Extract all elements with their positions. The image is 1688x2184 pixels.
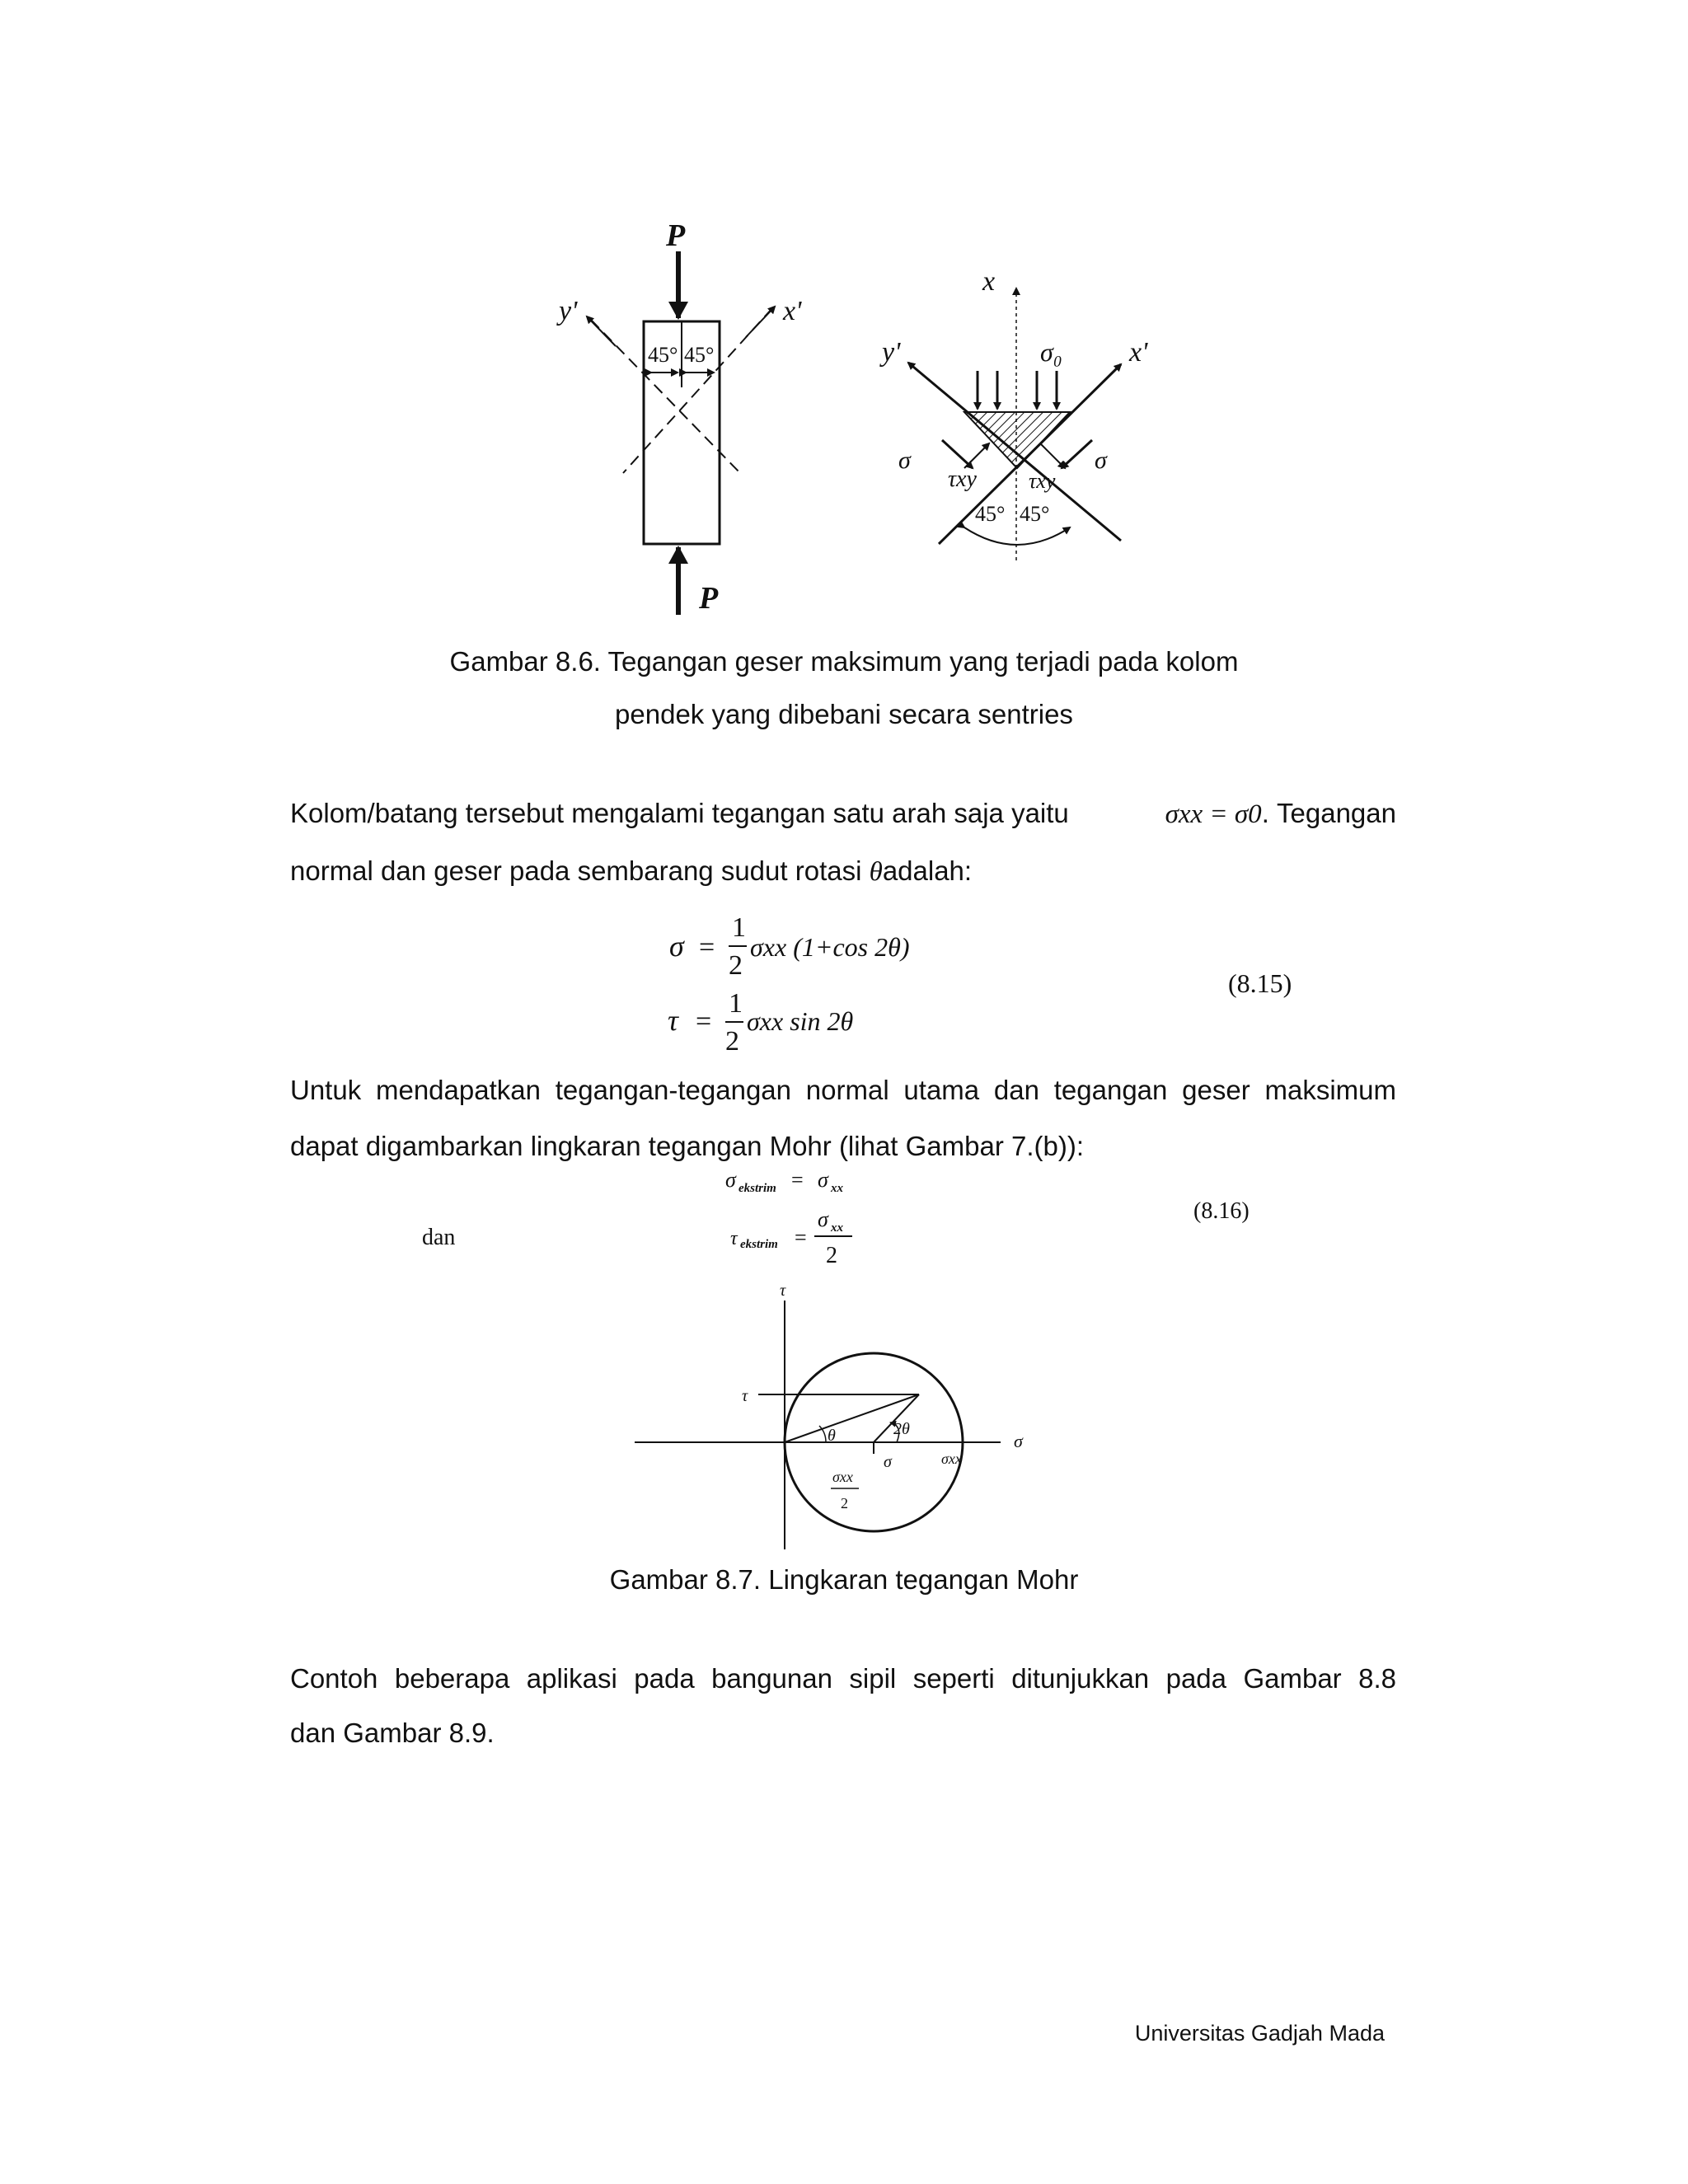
angle-label-2: 45° (684, 343, 715, 367)
two-theta-label: 2θ (893, 1420, 910, 1438)
para1-line1-eq: σxx = σ0 (1165, 799, 1262, 829)
load-bottom-label: P (699, 581, 719, 616)
paragraph-1-line-2 (290, 855, 972, 888)
eq816-l2-lhs: τ (730, 1228, 738, 1249)
theta-label: θ (828, 1427, 836, 1445)
tau-arrow-right (1040, 443, 1065, 468)
paragraph-2-line-1: Untuk mendapatkan tegangan-tegangan normal utama dan tegangan geser maksimum (290, 1075, 1396, 1105)
eq815-l1-rhs: σxx (1+cos 2θ) (750, 932, 910, 962)
tau-right-label: τxy (1029, 469, 1056, 493)
eq815-l1-lhs: σ (669, 930, 684, 963)
eq815-l2-lhs: τ (668, 1004, 678, 1037)
paragraph-3-line-2: dan Gambar 8.9. (290, 1718, 495, 1748)
tau-axis-label: τ (780, 1282, 786, 1300)
eq815-l1-num: 1 (732, 912, 746, 943)
angle-label-right-2: 45° (1020, 502, 1050, 526)
para1-line1-text: Kolom/batang tersebut mengalami tegangan satu arah saja yaitu (290, 798, 1069, 828)
x-prime-axis-arrow (746, 307, 775, 337)
half-num-label: σxx (832, 1469, 853, 1485)
x-axis-label: x (982, 266, 996, 297)
caption-8-7: Gambar 8.7. Lingkaran tegangan Mohr (609, 1564, 1079, 1595)
diagonal-y-prime (908, 363, 1121, 541)
para1-line1-end: . Tegangan (1261, 798, 1396, 828)
sigma-xx-label: σxx (941, 1451, 962, 1467)
eq815-l2-eq: = (696, 1006, 712, 1037)
caption-8-6-line2: pendek yang dibebani secara sentries (615, 699, 1073, 729)
eq816-number: (8.16) (1193, 1198, 1250, 1224)
eq816-l1-lhs-sub: ekstrim (738, 1182, 776, 1195)
eq815-l2-rhs: σxx sin 2θ (747, 1006, 854, 1036)
eq816-l1-eq: = (791, 1170, 804, 1192)
equation-8-15 (643, 907, 1319, 1071)
tau-left-label: τxy (948, 466, 977, 492)
load-top-label: P (666, 218, 686, 253)
angle-label-1: 45° (648, 343, 678, 367)
eq815-l2-num: 1 (729, 988, 743, 1019)
angle-arc-right (964, 527, 1070, 545)
sigma-axis-label: σ (1014, 1431, 1023, 1451)
eq816-l1-rhs-sub: xx (831, 1182, 843, 1195)
eq816-frac-num-sub: xx (831, 1221, 843, 1235)
para1-line1-eq-wrap (1165, 798, 1396, 830)
sigma-right-label: σ (1095, 447, 1107, 474)
eq815-l2-den: 2 (725, 1026, 739, 1057)
eq816-dan: dan (422, 1225, 456, 1250)
y-prime-axis-arrow (587, 316, 616, 346)
figure-8-6 (0, 0, 1688, 635)
eq815-l1-den: 2 (729, 950, 743, 981)
para1-line2-a: normal dan geser pada sembarang sudut rotasi (290, 855, 862, 886)
eq816-l2-eq: = (795, 1226, 807, 1249)
hatched-triangle (964, 412, 1070, 468)
figure-8-7-mohr-circle (610, 1277, 1055, 1558)
x-prime-label: x' (783, 296, 802, 326)
paragraph-2-line-2: dapat digambarkan lingkaran tegangan Mohr (lihat Gambar 7.(b)): (290, 1131, 1085, 1161)
eq816-l1-rhs: σ (818, 1170, 828, 1192)
caption-8-6-line1: Gambar 8.6. Tegangan geser maksimum yang terjadi pada kolom (449, 646, 1239, 677)
equation-8-16 (396, 1170, 1302, 1277)
footer-institution: Universitas Gadjah Mada (1134, 2021, 1385, 2046)
tau-level-label: τ (742, 1387, 748, 1405)
paragraph-3-line-1: Contoh beberapa aplikasi pada bangunan sipil seperti ditunjukkan pada Gambar 8.8 (290, 1663, 1396, 1694)
eq816-frac-num: σ (818, 1207, 828, 1231)
eq815-number: (8.15) (1228, 968, 1292, 998)
angle-label-right-1: 45° (975, 502, 1006, 526)
column-diagram (556, 218, 802, 616)
eq816-l2-lhs-sub: ekstrim (740, 1238, 778, 1251)
sigma-arrow-right (1062, 440, 1092, 468)
y-prime-label: y' (559, 296, 578, 326)
paragraph-1-line-1 (290, 798, 1396, 830)
eq816-l1-lhs: σ (725, 1170, 736, 1192)
half-den-label: 2 (841, 1495, 848, 1511)
tau-arrow-left (964, 443, 989, 468)
x-prime-label-right: x' (1129, 337, 1148, 368)
para1-line2-b: adalah: (882, 855, 973, 886)
y-prime-label-right: y' (882, 337, 901, 368)
sigma-mark-label: σ (884, 1453, 892, 1471)
para1-line2-theta: θ (869, 857, 883, 887)
sigma-left-label: σ (898, 447, 911, 474)
eq816-frac-den: 2 (826, 1243, 837, 1268)
eq815-l1-eq: = (699, 932, 715, 963)
stress-element-diagram (879, 266, 1148, 560)
sigma-0-label: σ₀ (1040, 337, 1062, 367)
